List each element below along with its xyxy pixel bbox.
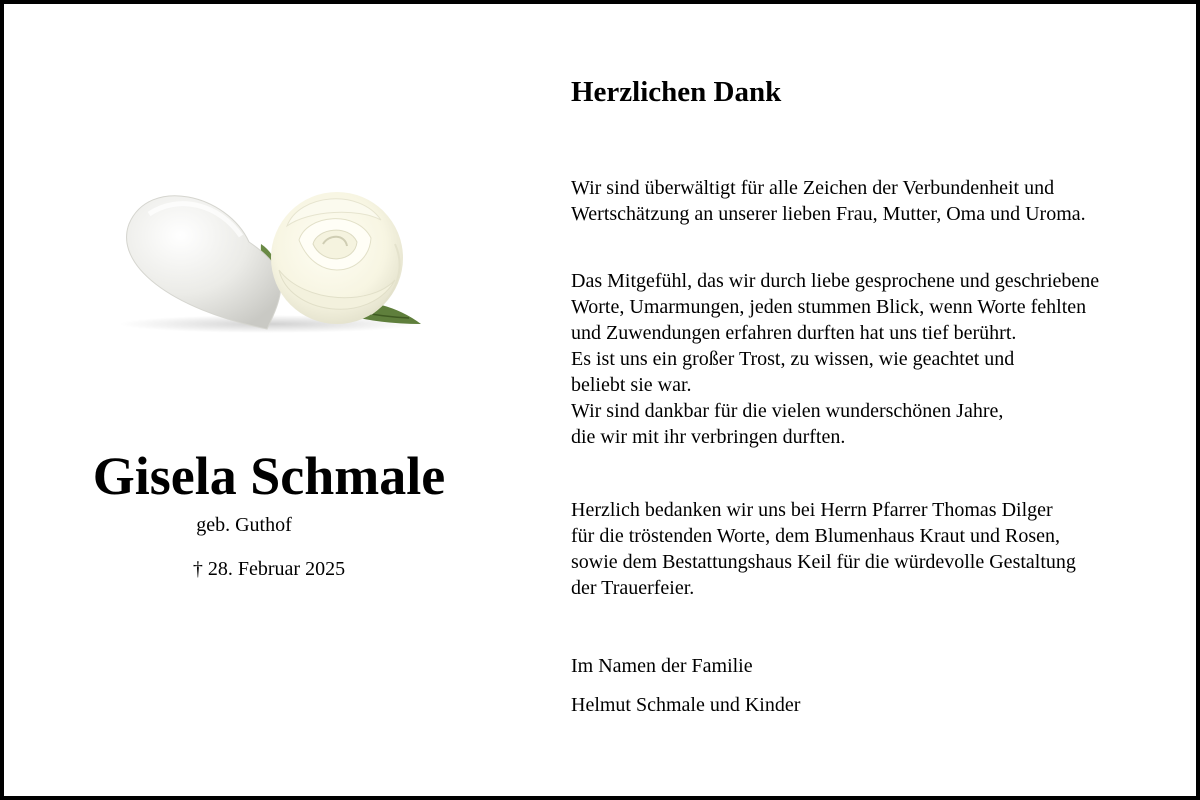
thanks-paragraph-1 xyxy=(571,175,1181,227)
text-line: Herzlich bedanken wir uns bei Herrn Pfarrer Thomas Dilger xyxy=(571,499,1053,521)
text-line: Wir sind überwältigt für alle Zeichen der Verbundenheit und xyxy=(571,177,1055,199)
thanks-paragraph-3 xyxy=(571,497,1181,601)
deceased-name: Gisela Schmale xyxy=(92,446,446,506)
text-line: die wir mit ihr verbringen durften. xyxy=(571,426,846,448)
text-line: Wir sind dankbar für die vielen wunderschönen Jahre, xyxy=(571,400,1004,422)
text-line: Es ist uns ein großer Trost, zu wissen, wie geachtet und xyxy=(571,348,1015,370)
text-line: sowie dem Bestattungshaus Keil für die würdevolle Gestaltung xyxy=(571,551,1076,573)
page-title: Herzlichen Dank xyxy=(571,76,782,108)
thanks-paragraph-2 xyxy=(571,268,1181,450)
text-line: für die tröstenden Worte, dem Blumenhaus Kraut und Rosen, xyxy=(571,525,1061,547)
closing-line-family: Im Namen der Familie xyxy=(571,655,753,677)
death-date: † 28. Februar 2025 xyxy=(192,558,346,580)
text-line: beliebt sie war. xyxy=(571,374,692,396)
maiden-name: geb. Guthof xyxy=(196,514,292,536)
text-line: Worte, Umarmungen, jeden stummen Blick, wenn Worte fehlten xyxy=(571,296,1087,318)
heart-and-rose-icon xyxy=(109,174,429,334)
text-line: Das Mitgefühl, das wir durch liebe gesprochene und geschriebene xyxy=(571,270,1100,292)
text-line: der Trauerfeier. xyxy=(571,577,695,599)
text-line: und Zuwendungen erfahren durften hat uns tief berührt. xyxy=(571,322,1017,344)
closing-signature: Helmut Schmale und Kinder xyxy=(571,694,801,716)
text-line: Wertschätzung an unserer lieben Frau, Mutter, Oma und Uroma. xyxy=(571,203,1086,225)
